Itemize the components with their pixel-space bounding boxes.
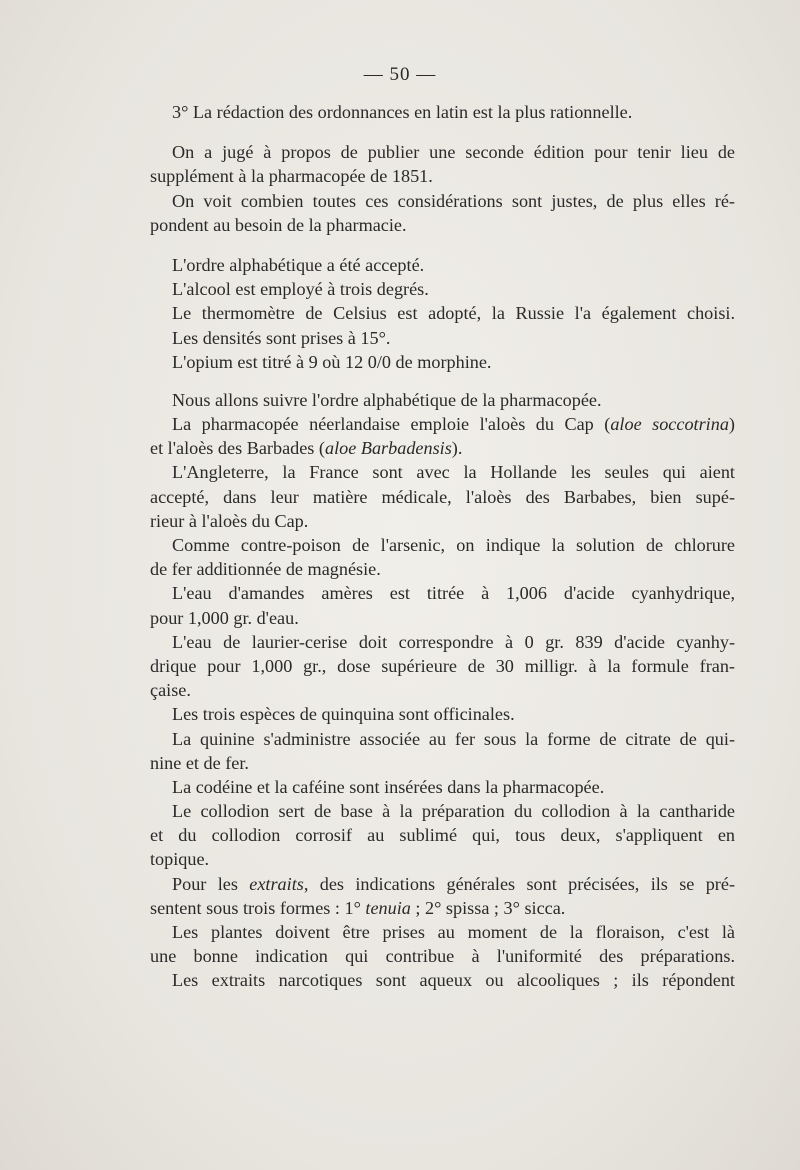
text-line [150, 872, 735, 896]
text-line: accepté, dans leur matière médicale, l'aloès des Barbabes, bien supé- [150, 486, 735, 507]
paragraph [150, 100, 735, 124]
text-line: une bonne indication qui contribue à l'uniformité des préparations. [150, 946, 735, 967]
text-run: Pour les [172, 873, 250, 894]
paragraph [150, 388, 735, 412]
text-line: Les plantes doivent être prises au moment de la floraison, c'est là [172, 922, 735, 942]
text-line [150, 412, 735, 436]
text-line: pour 1,000 gr. d'eau. [150, 607, 299, 628]
text-line: et du collodion corrosif au sublimé qui, tous deux, s'appliquent en [150, 825, 735, 846]
text-line: L'eau de laurier-cerise doit correspondre à 0 gr. 839 d'acide cyanhy- [172, 631, 735, 652]
paragraph [150, 350, 735, 374]
text-line: Comme contre-poison de l'arsenic, on indique la solution de chlorure [172, 535, 735, 555]
text-line: Les extraits narcotiques sont aqueux ou alcooliques ; ils répondent [172, 970, 735, 991]
text-run: ; 2° spissa ; 3° sicca. [410, 897, 566, 918]
text-line: 3° La rédaction des ordonnances en latin est la plus rationnelle. [172, 102, 633, 122]
paragraph [150, 189, 735, 237]
paragraph [150, 968, 735, 992]
paragraph [150, 326, 735, 350]
paragraph [150, 460, 735, 533]
text-line [150, 896, 735, 920]
text-line: topique. [150, 849, 210, 870]
paragraph [150, 775, 735, 799]
page-number: — 50 — [363, 64, 437, 85]
text-line: pondent au besoin de la pharmacie. [150, 214, 407, 235]
paragraph [150, 702, 735, 726]
text-line: La quinine s'administre associée au fer sous la forme de citrate de qui- [172, 728, 735, 749]
italic-term: aloe soccotrina [610, 414, 729, 435]
body-text [150, 100, 735, 993]
paragraph [150, 277, 735, 301]
text-run: ) [728, 414, 735, 435]
text-line: On voit combien toutes ces considérations sont justes, de plus elles ré- [172, 190, 735, 211]
text-line: L'alcool est employé à trois degrés. [172, 279, 429, 300]
text-line: Nous allons suivre l'ordre alphabétique de la pharmacopée. [172, 389, 602, 410]
text-line: Les trois espèces de quinquina sont officinales. [172, 704, 515, 725]
text-line: supplément à la pharmacopée de 1851. [150, 166, 433, 187]
text-run: et l'aloès des Barbades ( [150, 438, 325, 459]
paragraph [150, 140, 735, 188]
paragraph [150, 581, 735, 629]
text-line: nine et de fer. [150, 752, 249, 773]
paragraph [150, 630, 735, 703]
text-line: Les densités sont prises à 15°. [172, 327, 391, 348]
paragraph [150, 412, 735, 460]
paragraph [150, 253, 735, 277]
italic-term: aloe Barbadensis [324, 438, 452, 459]
text-line: de fer additionnée de magnésie. [150, 559, 381, 580]
text-line [150, 436, 735, 460]
text-line: La codéine et la caféine sont insérées dans la pharmacopée. [172, 776, 605, 797]
text-line: L'Angleterre, la France sont avec la Hollande les seules qui aient [172, 462, 735, 483]
text-line: L'opium est titré à 9 où 12 0/0 de morphine. [172, 351, 492, 372]
text-run: La pharmacopée néerlandaise emploie l'aloès du Cap ( [172, 414, 611, 435]
paragraph [150, 533, 735, 581]
text-line: L'eau d'amandes amères est titrée à 1,006 d'acide cyanhydrique, [172, 583, 735, 604]
paragraph [150, 727, 735, 775]
paragraph [150, 799, 735, 872]
text-line: drique pour 1,000 gr., dose supérieure de 30 milligr. à la formule fran- [150, 655, 735, 676]
text-run: sentent sous trois formes : 1° [150, 897, 366, 918]
paragraph [150, 872, 735, 920]
paragraph [150, 920, 735, 968]
paragraph [150, 301, 735, 325]
text-line: On a jugé à propos de publier une seconde édition pour tenir lieu de [172, 142, 735, 163]
text-run: , des indications générales sont précisées, ils se pré- [303, 873, 735, 894]
text-run: ). [451, 438, 463, 459]
text-line: Le collodion sert de base à la préparation du collodion à la cantharide [172, 801, 735, 822]
italic-term: extraits [249, 873, 304, 894]
text-line: çaise. [150, 680, 191, 701]
text-line: Le thermomètre de Celsius est adopté, la Russie l'a également choisi. [172, 303, 735, 324]
text-line: rieur à l'aloès du Cap. [150, 510, 309, 531]
italic-term: tenuia [365, 897, 411, 918]
text-line: L'ordre alphabétique a été accepté. [172, 254, 425, 275]
